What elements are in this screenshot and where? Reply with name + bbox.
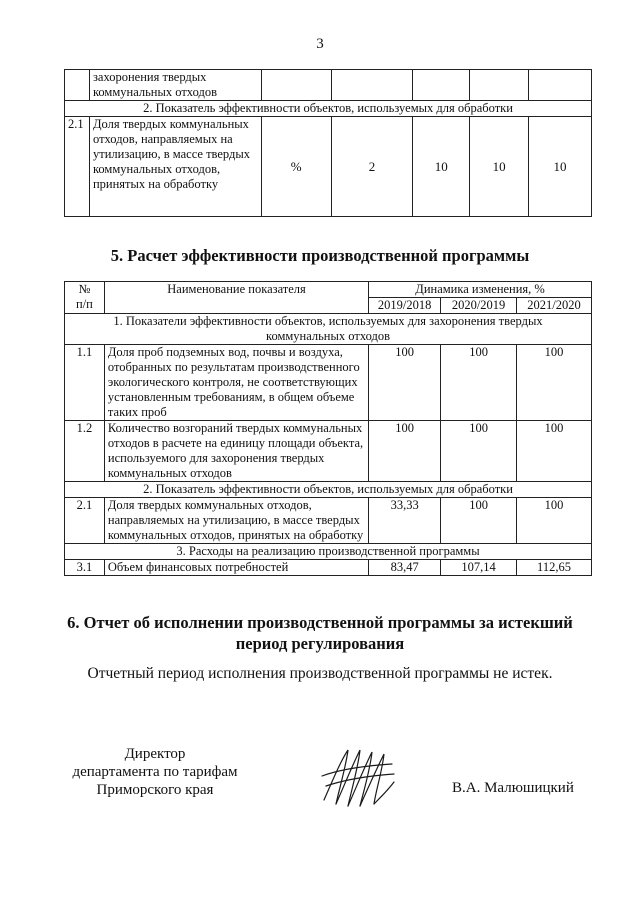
row-number: 1.2 xyxy=(65,421,105,482)
year-header: 2019/2018 xyxy=(369,298,441,314)
unit-cell: % xyxy=(261,117,331,217)
name-header: Наименование показателя xyxy=(104,282,368,314)
year-header: 2021/2020 xyxy=(517,298,592,314)
row-number: 2.1 xyxy=(65,498,105,544)
efficiency-table xyxy=(64,281,592,576)
continuation-table xyxy=(64,69,592,217)
section-5-title: 5. Расчет эффективности производственной программы xyxy=(110,246,530,265)
handwritten-signature xyxy=(318,742,398,812)
section-row xyxy=(65,314,592,345)
section-label: 2. Показатель эффективности объектов, используемых для обработки xyxy=(65,482,592,498)
value-cell: 10 xyxy=(413,117,470,217)
value-cell: 33,33 xyxy=(369,498,441,544)
year-header: 2020/2019 xyxy=(441,298,517,314)
row-name: Доля твердых коммунальных отходов, направляемых на утилизацию, в массе твердых коммунальных отходов, принятых на обработку xyxy=(89,117,261,217)
table-row xyxy=(65,345,592,421)
section-label: 3. Расходы на реализацию производственной программы xyxy=(65,544,592,560)
report-text: Отчетный период исполнения производственной программы не истек. xyxy=(87,665,553,682)
value-cell: 107,14 xyxy=(441,560,517,576)
row-name: Доля проб подземных вод, почвы и воздуха, отобранных по результатам производственного экологического контроля, не соответствующих установленным требованиям, в общем объеме таких проб xyxy=(104,345,368,421)
value-cell: 2 xyxy=(331,117,413,217)
row-number: 1.1 xyxy=(65,345,105,421)
value-cell: 112,65 xyxy=(517,560,592,576)
number-header-line2: п/п xyxy=(76,297,93,311)
row-name: Объем финансовых потребностей xyxy=(104,560,368,576)
section-row xyxy=(65,101,592,117)
table-row xyxy=(65,70,592,101)
row-name: захоронения твердых коммунальных отходов xyxy=(89,70,261,101)
value-cell: 100 xyxy=(517,345,592,421)
page-number: 3 xyxy=(316,36,324,52)
row-number: 2.1 xyxy=(65,117,90,217)
table-row xyxy=(65,498,592,544)
value-cell: 83,47 xyxy=(369,560,441,576)
section-label: 2. Показатель эффективности объектов, используемых для обработки xyxy=(65,101,592,117)
dynamics-header: Динамика изменения, % xyxy=(369,282,592,298)
value-cell: 100 xyxy=(517,498,592,544)
section-row xyxy=(65,544,592,560)
section-6-title: 6. Отчет об исполнении производственной программы за истекший период регулирования xyxy=(67,613,573,653)
value-cell: 100 xyxy=(441,345,517,421)
value-cell: 100 xyxy=(441,498,517,544)
signatory-line-2: департамента по тарифам xyxy=(72,764,238,780)
row-number: 3.1 xyxy=(65,560,105,576)
section-label: 1. Показатели эффективности объектов, используемых для захоронения твердых коммунальных отходов xyxy=(65,314,592,345)
section-row xyxy=(65,482,592,498)
value-cell: 100 xyxy=(517,421,592,482)
number-header xyxy=(65,282,105,314)
value-cell: 100 xyxy=(369,421,441,482)
signatory-position xyxy=(60,745,250,799)
header-row xyxy=(65,282,592,298)
value-cell: 100 xyxy=(369,345,441,421)
signatory-line-3: Приморского края xyxy=(96,782,214,798)
signatory-line-1: Директор xyxy=(124,746,186,762)
row-name: Количество возгораний твердых коммунальных отходов в расчете на единицу площади объекта, используемого для захоронения твердых коммунальных отходов xyxy=(104,421,368,482)
value-cell: 100 xyxy=(441,421,517,482)
table-row xyxy=(65,421,592,482)
signatory-name: В.А. Малюшицкий xyxy=(452,780,574,796)
table-row xyxy=(65,117,592,217)
number-header-line1: № xyxy=(78,282,91,296)
value-cell: 10 xyxy=(529,117,592,217)
value-cell: 10 xyxy=(470,117,529,217)
row-name: Доля твердых коммунальных отходов, направляемых на утилизацию, в массе твердых коммунальных отходов, принятых на обработку xyxy=(104,498,368,544)
table-row xyxy=(65,560,592,576)
